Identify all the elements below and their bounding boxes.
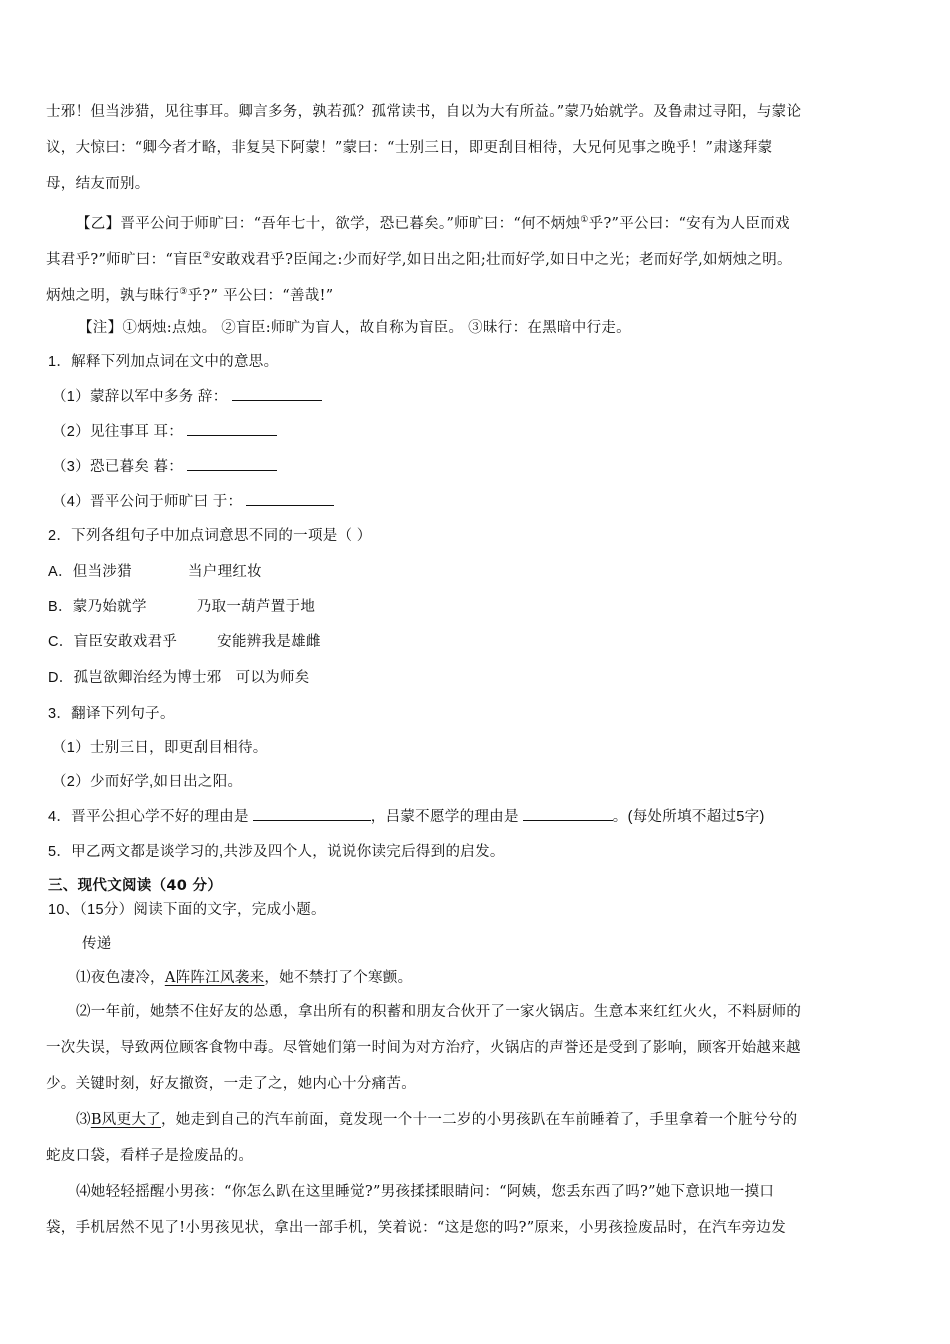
paragraph-text: ⑴夜色凄冷， xyxy=(76,970,165,986)
answer-blank[interactable] xyxy=(523,806,613,821)
q4-text: 。(每处所填不超过5字) xyxy=(612,809,765,825)
underlined-phrase-b: B风更大了 xyxy=(90,1112,161,1128)
passage-yi-line-2 xyxy=(46,246,792,270)
paragraph-2-line-3: 少。关键时刻，好友撤资，一走了之，她内心十分痛苦。 xyxy=(46,1076,416,1092)
answer-blank[interactable] xyxy=(187,456,277,471)
item-text: （3）恐已暮矣 暮： xyxy=(52,459,184,475)
answer-blank[interactable] xyxy=(232,386,322,401)
question-2-option-b xyxy=(48,597,315,617)
q4-text: ，吕蒙不愿学的理由是 xyxy=(370,809,519,825)
option-left: D．孤岂欲卿治经为博士邪 xyxy=(48,670,222,686)
answer-blank[interactable] xyxy=(187,421,277,436)
question-1-item-1 xyxy=(52,386,322,407)
question-3-item-1: （1）士别三日，即更刮目相待。 xyxy=(52,740,268,756)
paragraph-text: ⑶ xyxy=(76,1112,91,1128)
question-5: 5．甲乙两文都是谈学习的,共涉及四个人，说说你读完后得到的启发。 xyxy=(48,844,505,860)
underlined-phrase-a: A阵阵江风袭来 xyxy=(164,970,265,986)
footnote-mark: ③ xyxy=(179,287,188,297)
passage-yi-text: 乎?”平公曰：“安有为人臣而戏 xyxy=(588,216,790,232)
paragraph-text: ，她走到自己的汽车前面，竟发现一个十一二岁的小男孩趴在车前睡着了，手里拿着一个脏兮兮的 xyxy=(160,1112,798,1128)
question-2-option-a xyxy=(48,562,262,582)
option-left: B．蒙乃始就学 xyxy=(48,599,147,615)
option-right: 当户理红妆 xyxy=(187,564,262,580)
annotation-note: 【注】①炳烛:点烛。 ②盲臣:师旷为盲人，故自称为盲臣。 ③昧行：在黑暗中行走。 xyxy=(78,320,631,336)
passage-yi-text: 其君乎?”师旷曰：“盲臣 xyxy=(46,252,203,268)
paragraph-4-line-2: 袋，手机居然不见了!小男孩见状，拿出一部手机，笑着说：“这是您的吗?”原来，小男孩捡废品时，在汽车旁边发 xyxy=(46,1220,787,1236)
paragraph-1 xyxy=(76,968,412,988)
option-right: 乃取一葫芦置于地 xyxy=(196,599,316,615)
question-10: 10、（15分）阅读下面的文字，完成小题。 xyxy=(48,902,326,918)
passage-yi-text: 乎?” 平公曰：“善哉!” xyxy=(187,288,334,304)
paragraph-3-line-2: 蛇皮口袋，看样子是捡废品的。 xyxy=(46,1148,254,1164)
article-title: 传递 xyxy=(82,936,112,952)
passage-yi-text: 炳烛之明，孰与昧行 xyxy=(46,288,180,304)
question-3: 3．翻译下列句子。 xyxy=(48,706,175,722)
item-text: （1）蒙辞以军中多务 辞： xyxy=(52,389,228,405)
passage-jia-line-3: 母，结友而别。 xyxy=(46,176,150,192)
question-1-item-3 xyxy=(52,456,277,477)
question-2-option-d xyxy=(48,668,310,688)
option-right: 可以为师矣 xyxy=(235,670,310,686)
paragraph-2-line-1: ⑵一年前，她禁不住好友的怂恿，拿出所有的积蓄和朋友合伙开了一家火锅店。生意本来红红火火，不料厨师的 xyxy=(76,1004,802,1020)
paragraph-4-line-1: ⑷她轻轻摇醒小男孩：“你怎么趴在这里睡觉?”男孩揉揉眼睛问：“阿姨，您丢东西了吗?”她下意识地一摸口 xyxy=(76,1184,775,1200)
item-text: （4）晋平公问于师旷曰 于： xyxy=(52,494,243,510)
paragraph-text: ，她不禁打了个寒颤。 xyxy=(264,970,413,986)
question-2-option-c xyxy=(48,632,321,652)
option-left: A．但当涉猎 xyxy=(48,564,132,580)
item-text: （2）见往事耳 耳： xyxy=(52,424,184,440)
q4-text: 4．晋平公担心学不好的理由是 xyxy=(48,809,249,825)
passage-yi-text: 安敢戏君乎?臣闻之:少而好学,如日出之阳;壮而好学,如日中之光；老而好学,如炳烛之明。 xyxy=(211,252,792,268)
passage-jia-line-1: 士邪！但当涉猎，见往事耳。卿言多务，孰若孤？孤常读书，自以为大有所益。”蒙乃始就学。及鲁肃过寻阳，与蒙论 xyxy=(46,104,802,120)
question-1-item-4 xyxy=(52,491,334,512)
paragraph-2-line-2: 一次失误，导致两位顾客食物中毒。尽管她们第一时间为对方治疗，火锅店的声誉还是受到了影响，顾客开始越来越 xyxy=(46,1040,801,1056)
option-left: C．盲臣安敢戏君乎 xyxy=(48,634,178,650)
option-right: 安能辨我是雄雌 xyxy=(217,634,321,650)
footnote-mark: ① xyxy=(580,215,589,225)
answer-blank[interactable] xyxy=(246,491,334,506)
answer-blank[interactable] xyxy=(253,806,371,821)
question-2: 2．下列各组句子中加点词意思不同的一项是（ ） xyxy=(48,528,372,544)
section-heading: 三、现代文阅读（40 分） xyxy=(48,878,223,894)
passage-yi-line-1 xyxy=(76,210,790,234)
paragraph-3-line-1 xyxy=(76,1110,797,1130)
passage-jia-line-2: 议，大惊曰：“卿今者才略，非复吴下阿蒙！”蒙曰：“士别三日，即更刮目相待，大兄何见事之晚乎！”肃遂拜蒙 xyxy=(46,140,773,156)
footnote-mark: ② xyxy=(202,251,212,261)
question-4 xyxy=(48,806,765,827)
question-1-item-2 xyxy=(52,421,277,442)
question-3-item-2: （2）少而好学,如日出之阳。 xyxy=(52,774,243,790)
passage-yi-line-3 xyxy=(46,282,333,306)
passage-yi-text: 【乙】晋平公问于师旷曰：“吾年七十，欲学，恐已暮矣。”师旷曰：“何不炳烛 xyxy=(76,216,581,232)
question-1: 1．解释下列加点词在文中的意思。 xyxy=(48,354,279,370)
